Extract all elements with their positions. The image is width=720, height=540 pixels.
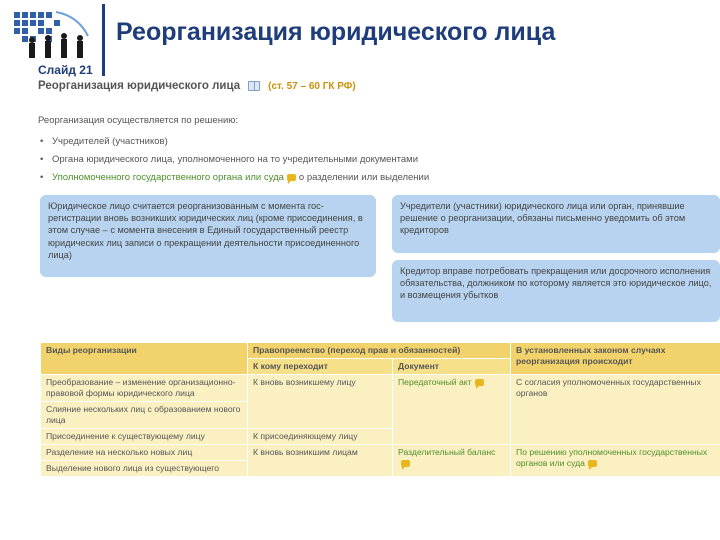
slide-number: Слайд 21	[38, 63, 93, 77]
header-divider	[102, 4, 105, 76]
table-header: В установленных законом случаях реорганизация происходит	[511, 343, 720, 375]
table-cell: К вновь возникшему лицу	[248, 375, 393, 429]
list-item: • Органа юридического лица, уполномоченного на то учредительными документами	[38, 151, 498, 169]
book-icon[interactable]	[248, 81, 260, 91]
table-cell: Слияние нескольких лиц с образованием нового лица	[41, 402, 248, 429]
table-cell: Разделение на несколько новых лиц	[41, 445, 248, 461]
comment-icon[interactable]	[401, 460, 410, 467]
comment-icon[interactable]	[588, 460, 597, 467]
creditor-note: Кредитор вправе потребовать прекращения или досрочного исполнения обязательства, должником по которому является это юридическое лицо, и возмещения убытков	[392, 260, 720, 322]
table-cell: Преобразование – изменение организационно-правовой формы юридического лица	[41, 375, 248, 402]
table-subheader: Документ	[393, 359, 511, 375]
document-body	[38, 80, 720, 495]
intro-text: Реорганизация осуществляется по решению:	[38, 115, 239, 126]
table-cell: К вновь возникшим лицам	[248, 445, 393, 477]
table-cell: Присоединение к существующему лицу	[41, 429, 248, 445]
table-cell: К присоединяющему лицу	[248, 429, 393, 445]
table-cell: Выделение нового лица из существующего	[41, 461, 248, 477]
comment-icon[interactable]	[287, 174, 296, 181]
business-logo	[8, 6, 96, 62]
list-item: • Учредителей (участников)	[38, 133, 498, 151]
doc-title: Реорганизация юридического лица	[38, 80, 241, 92]
registration-note: Юридическое лицо считается реорганизованным с момента гос-регистрации вновь возникших юридических лиц (кроме присоединения, в этом случае – с момента внесения в Единый государственный реестр юридических лиц записи о прекращении деятельности присоединенного лица)	[40, 195, 376, 277]
table-header: Виды реорганизации	[41, 343, 248, 375]
list-item: • Уполномоченного государственного органа или суда о разделении или выделении	[38, 169, 498, 187]
page-title: Реорганизация юридического лица	[116, 18, 556, 46]
table-subheader: К кому переходит	[248, 359, 393, 375]
reorganization-table	[40, 342, 720, 477]
doc-header	[38, 80, 356, 92]
table-cell: С согласия уполномоченных государственных органов	[511, 375, 720, 445]
law-reference[interactable]: (ст. 57 – 60 ГК РФ)	[268, 80, 356, 92]
table-cell: По решению уполномоченных государственных органов или суда	[511, 445, 720, 477]
table-cell: Передаточный акт	[393, 375, 511, 445]
comment-icon[interactable]	[475, 379, 484, 386]
decision-list	[38, 133, 498, 187]
notification-note: Учредители (участники) юридического лица или орган, принявшие решение о реорганизации, обязаны письменно уведомить об этом кредиторов	[392, 195, 720, 253]
table-header: Правопреемство (переход прав и обязанностей)	[248, 343, 511, 359]
table-cell: Разделительный баланс	[393, 445, 511, 477]
